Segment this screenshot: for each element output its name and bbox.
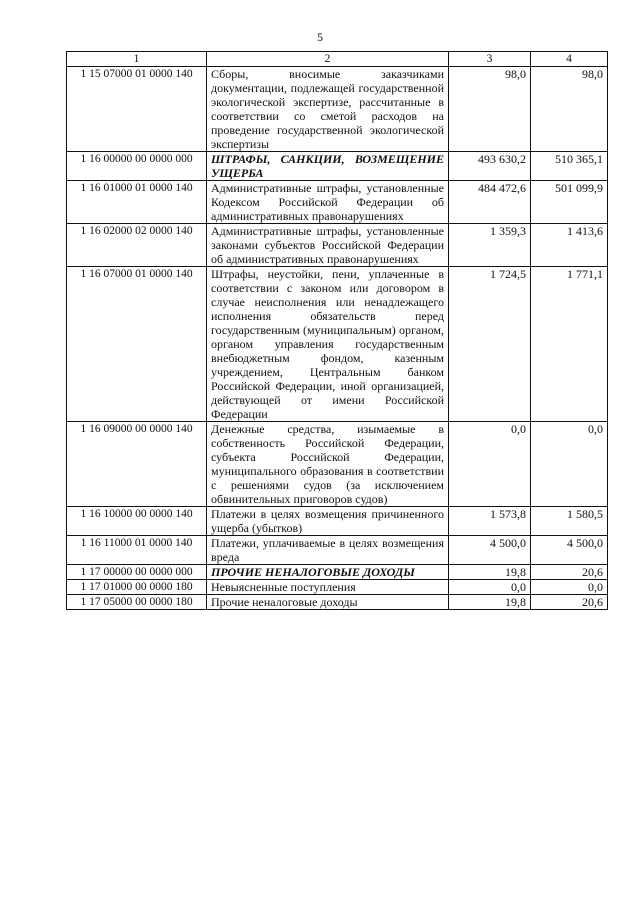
value-col-3-cell: 484 472,6: [449, 181, 531, 224]
header-col-2: 2: [207, 52, 449, 67]
budget-code-cell: 1 16 01000 01 0000 140: [67, 181, 207, 224]
header-col-1: 1: [67, 52, 207, 67]
value-col-4-cell: 1 413,6: [531, 224, 608, 267]
budget-code-cell: 1 16 07000 01 0000 140: [67, 267, 207, 422]
value-col-3-cell: 19,8: [449, 565, 531, 580]
value-col-4-cell: 20,6: [531, 565, 608, 580]
value-col-4-cell: 510 365,1: [531, 152, 608, 181]
revenue-name-cell: Сборы, вносимые заказчиками документации, подлежащей государственной экологической экспертизе, рассчитанные в соответствии со сметой расходов на проведение государственной экологической экспертизы: [207, 67, 449, 152]
value-col-3-cell: 19,8: [449, 595, 531, 610]
value-col-3-cell: 0,0: [449, 580, 531, 595]
header-col-4: 4: [531, 52, 608, 67]
revenue-name-cell: Штрафы, неустойки, пени, уплаченные в соответствии с законом или договором в случае неисполнения или ненадлежащего исполнения обязательств перед государственным (муниципальным) органом, органом управления государственным внебюджетным фондом, казенным учреждением, Центральным банком Российской Федерации, иной организацией, действующей от имени Российской Федерации: [207, 267, 449, 422]
value-col-4-cell: 501 099,9: [531, 181, 608, 224]
budget-code-cell: 1 16 10000 00 0000 140: [67, 507, 207, 536]
budget-code-cell: 1 16 11000 01 0000 140: [67, 536, 207, 565]
value-col-3-cell: 1 359,3: [449, 224, 531, 267]
value-col-4-cell: 20,6: [531, 595, 608, 610]
table-row: [67, 507, 608, 536]
budget-code-cell: 1 17 01000 00 0000 180: [67, 580, 207, 595]
revenue-name-cell: ШТРАФЫ, САНКЦИИ, ВОЗМЕЩЕНИЕ УЩЕРБА: [207, 152, 449, 181]
value-col-4-cell: 0,0: [531, 422, 608, 507]
table-row: [67, 595, 608, 610]
budget-code-cell: 1 16 00000 00 0000 000: [67, 152, 207, 181]
table-row: [67, 152, 608, 181]
table-row: [67, 67, 608, 152]
table-row: [67, 536, 608, 565]
value-col-3-cell: 0,0: [449, 422, 531, 507]
value-col-4-cell: 0,0: [531, 580, 608, 595]
table-row: [67, 422, 608, 507]
page-number: 5: [317, 30, 323, 44]
value-col-3-cell: 1 724,5: [449, 267, 531, 422]
budget-code-cell: 1 16 02000 02 0000 140: [67, 224, 207, 267]
table-row: [67, 267, 608, 422]
budget-code-cell: 1 15 07000 01 0000 140: [67, 67, 207, 152]
revenue-name-cell: Денежные средства, изымаемые в собственность Российской Федерации, субъекта Российской Федерации, муниципального образования в соответствии с решениями судов (за исключением обвинительных приговоров судов): [207, 422, 449, 507]
revenue-name-cell: ПРОЧИЕ НЕНАЛОГОВЫЕ ДОХОДЫ: [207, 565, 449, 580]
table-header-row: [67, 52, 608, 67]
value-col-4-cell: 98,0: [531, 67, 608, 152]
value-col-4-cell: 4 500,0: [531, 536, 608, 565]
revenue-name-cell: Административные штрафы, установленные Кодексом Российской Федерации об административных правонарушениях: [207, 181, 449, 224]
revenue-name-cell: Административные штрафы, установленные законами субъектов Российской Федерации об административных правонарушениях: [207, 224, 449, 267]
revenue-name-cell: Платежи в целях возмещения причиненного ущерба (убытков): [207, 507, 449, 536]
value-col-3-cell: 98,0: [449, 67, 531, 152]
value-col-3-cell: 493 630,2: [449, 152, 531, 181]
budget-code-cell: 1 17 00000 00 0000 000: [67, 565, 207, 580]
revenue-table: [66, 51, 608, 610]
budget-code-cell: 1 17 05000 00 0000 180: [67, 595, 207, 610]
table-row: [67, 224, 608, 267]
table-row: [67, 565, 608, 580]
value-col-4-cell: 1 580,5: [531, 507, 608, 536]
revenue-name-cell: Прочие неналоговые доходы: [207, 595, 449, 610]
value-col-3-cell: 4 500,0: [449, 536, 531, 565]
value-col-3-cell: 1 573,8: [449, 507, 531, 536]
budget-code-cell: 1 16 09000 00 0000 140: [67, 422, 207, 507]
value-col-4-cell: 1 771,1: [531, 267, 608, 422]
table-row: [67, 181, 608, 224]
revenue-name-cell: Платежи, уплачиваемые в целях возмещения вреда: [207, 536, 449, 565]
header-col-3: 3: [449, 52, 531, 67]
revenue-name-cell: Невыясненные поступления: [207, 580, 449, 595]
table-row: [67, 580, 608, 595]
